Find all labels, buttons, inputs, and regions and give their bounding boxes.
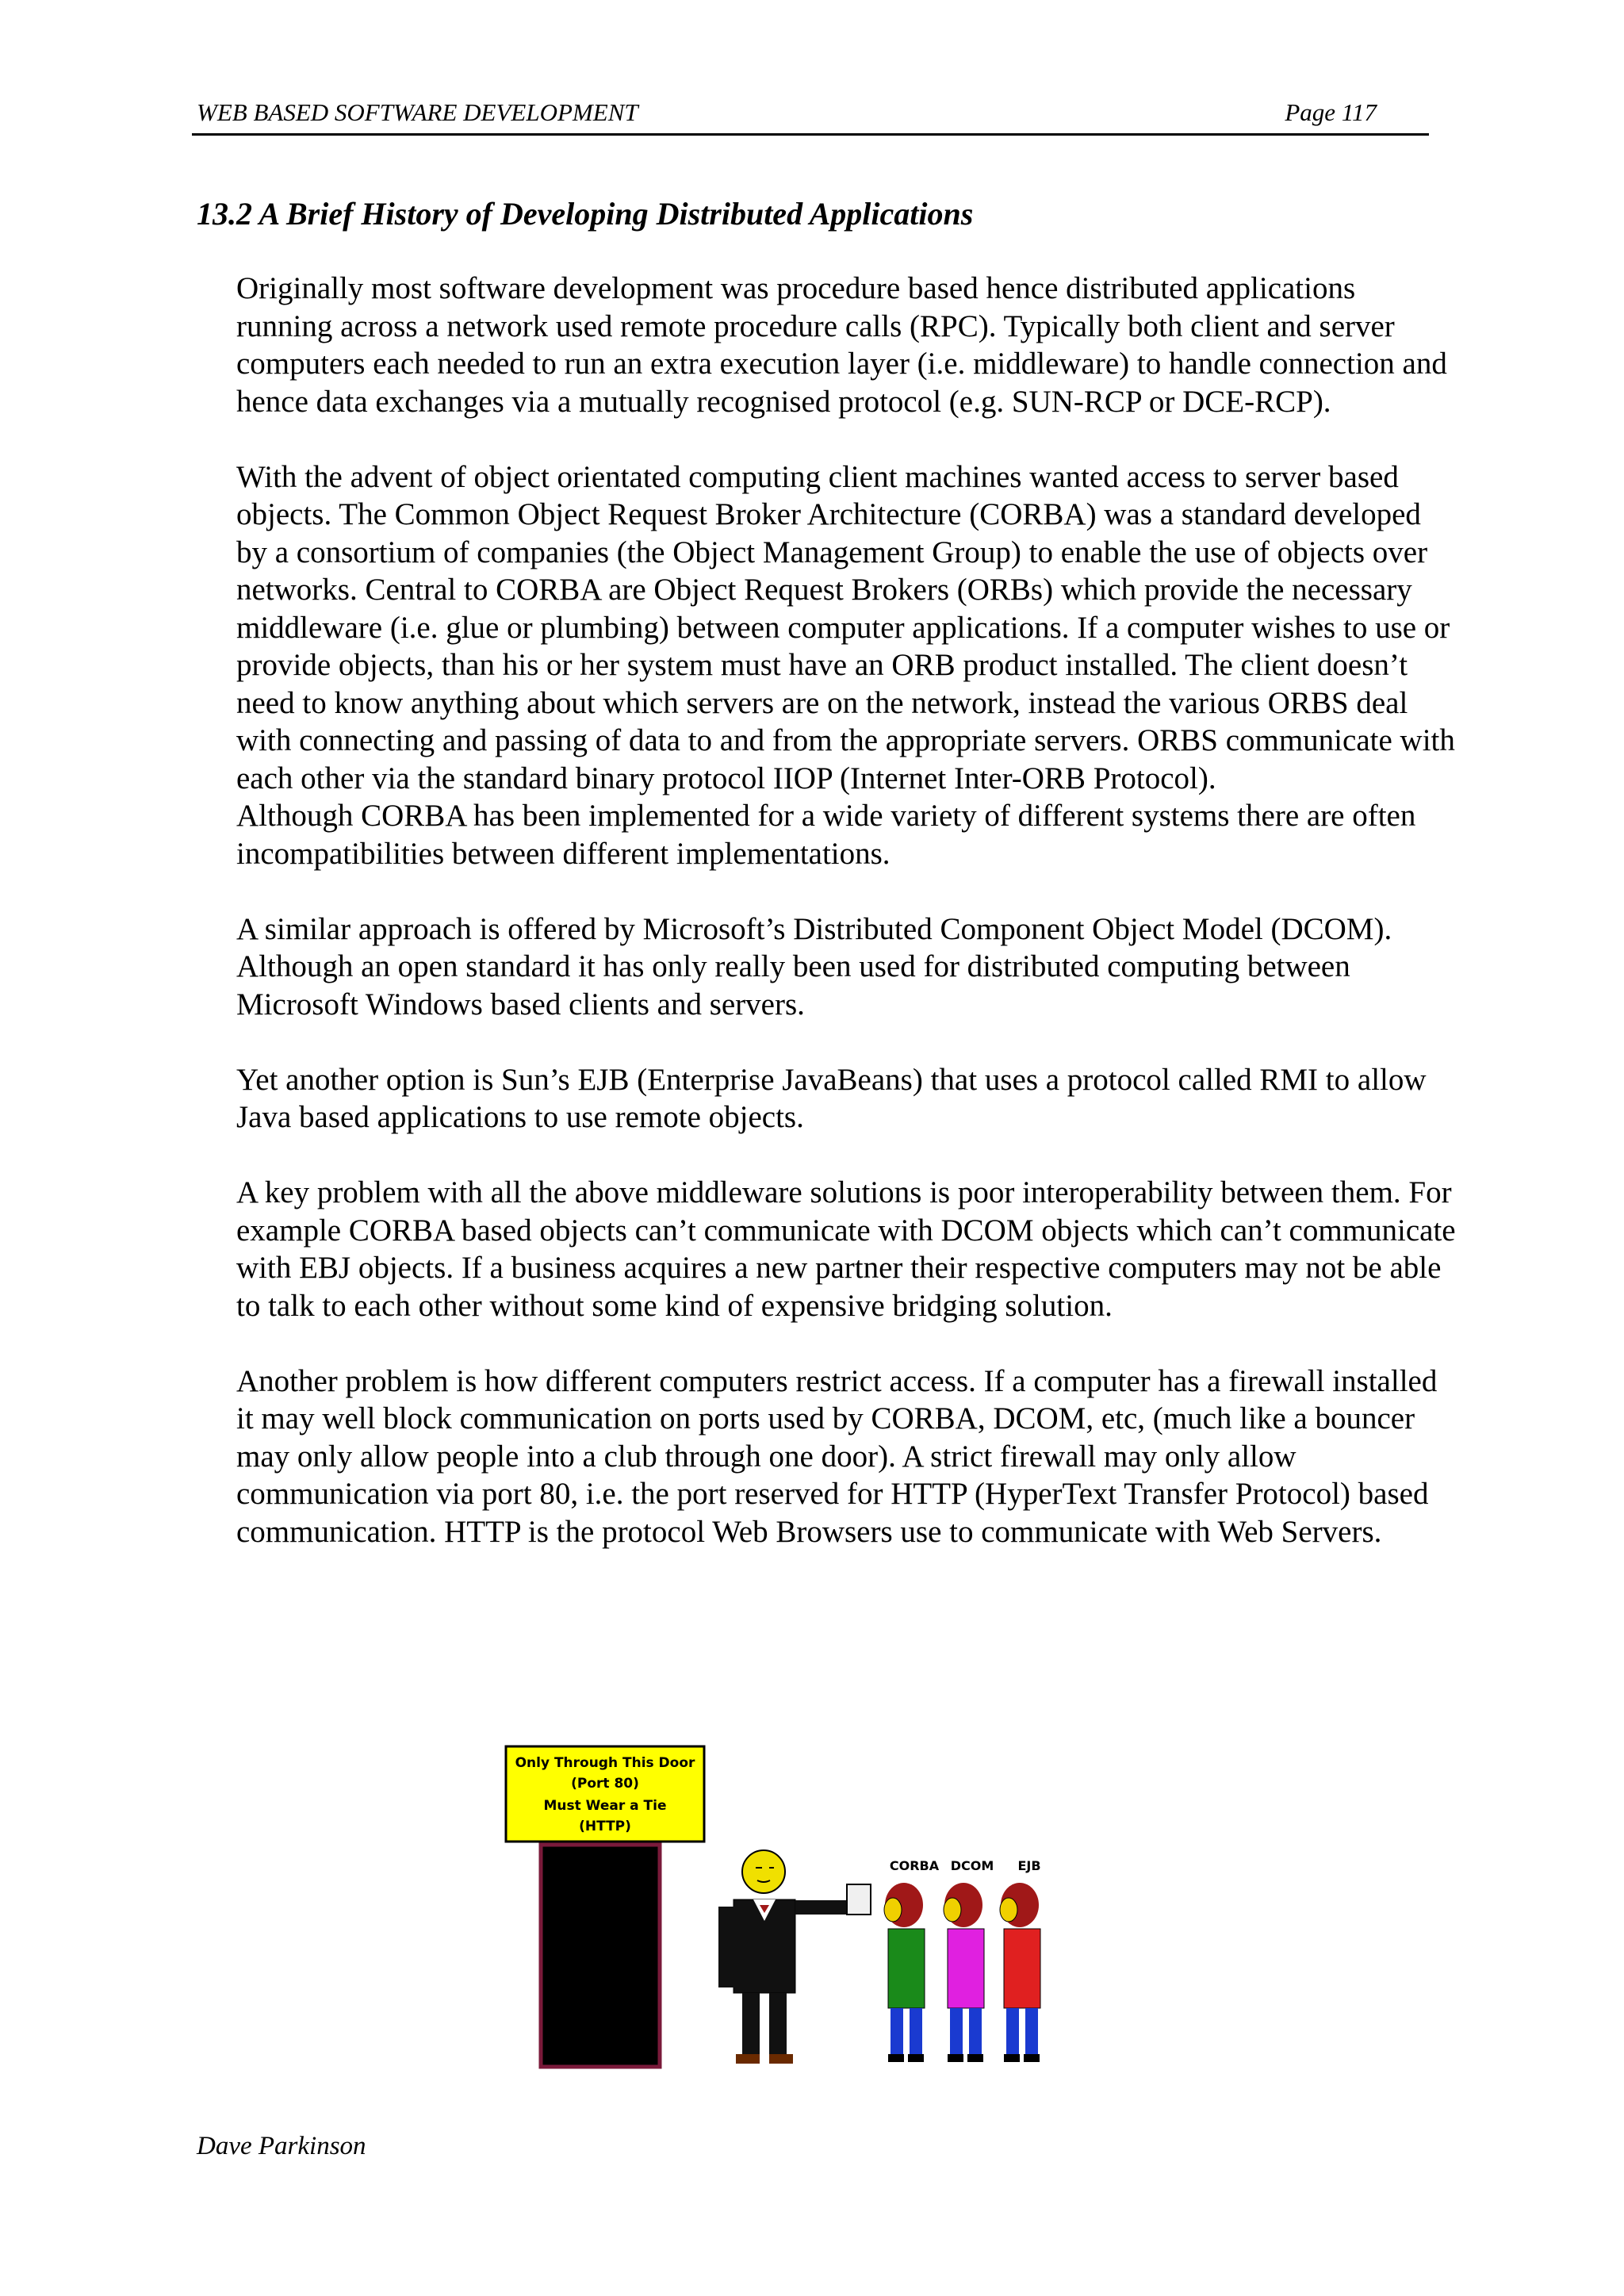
- bouncer-figure: [718, 1850, 871, 2064]
- sign-line: (HTTP): [579, 1819, 631, 1834]
- paragraph: With the advent of object orientated computing client machines wanted access to server based objects. The Common Object Request Broker Architecture (CORBA) was a standard developed by a consortium of companies (the Object Management Group) to enable the use of objects over networks. Central to CORBA are Object Request Brokers (ORBs) which provide the necessary middleware (i.e. glue or plumbing) between computer applications. If a computer wishes to use or provide objects, than his or her system must have an ORB product installed. The client doesn’t need to know anything about which servers are on the network, instead the various ORBS deal with connecting and passing of data to and from the appropriate servers. ORBS communicate with each other via the standard binary protocol IIOP (Internet Inter-ORB Protocol).: [236, 459, 1455, 795]
- paragraph: Although CORBA has been implemented for a wide variety of different systems there are often incompatibilities between different implementations.: [236, 799, 1416, 871]
- section-title: 13.2 A Brief History of Developing Distributed Applications: [197, 196, 974, 232]
- paragraph: Yet another option is Sun’s EJB (Enterprise JavaBeans) that uses a protocol called RMI to allow Java based applications to use remote objects.: [236, 1062, 1427, 1134]
- person-label-corba: CORBA: [889, 1858, 940, 1873]
- paragraph: A key problem with all the above middleware solutions is poor interoperability between them. For example CORBA based objects can’t communicate with DCOM objects which can’t communicate with EBJ objects. If a business acquires a new partner their respective computers may not be able to talk to each other without some kind of expensive bridging solution.: [236, 1175, 1456, 1323]
- person-corba: [884, 1883, 925, 2062]
- sign-line: Only Through This Door: [515, 1755, 695, 1771]
- paragraph: Another problem is how different computers restrict access. If a computer has a firewall installed it may well block communication on ports used by CORBA, DCOM, etc, (much like a bouncer may only allow people into a club through one door). A strict firewall may only allow communication via port 80, i.e. the port reserved for HTTP (HyperText Transfer Protocol) based communication. HTTP is the protocol Web Browsers use to communicate with Web Servers.: [236, 1363, 1438, 1549]
- person-dcom: [944, 1883, 984, 2062]
- page-footer-author: Dave Parkinson: [197, 2132, 366, 2160]
- page-header: [192, 94, 1429, 136]
- person-label-ejb: EJB: [1017, 1858, 1041, 1873]
- sign-line: (Port 80): [571, 1776, 639, 1792]
- illustration-svg: [492, 1737, 1094, 2070]
- door: [541, 1845, 660, 2067]
- body-text: [236, 270, 1457, 1589]
- paragraph: Originally most software development was procedure based hence distributed applications running across a network used remote procedure calls (RPC). Typically both client and server computers each needed to run an extra execution layer (i.e. middleware) to handle connection and hence data exchanges via a mutually recognised protocol (e.g. SUN-RCP or DCE-RCP).: [236, 271, 1447, 419]
- header-title: WEB BASED SOFTWARE DEVELOPMENT: [197, 98, 638, 126]
- bouncer-illustration: [492, 1737, 1094, 2070]
- person-label-dcom: DCOM: [950, 1858, 994, 1873]
- paragraph: A similar approach is offered by Microsoft’s Distributed Component Object Model (DCOM). Although an open standard it has only really been used for distributed computing between Microsoft Windows based clients and servers.: [236, 911, 1392, 1022]
- person-ejb: [1000, 1883, 1040, 2062]
- page-number: Page 117: [1285, 98, 1377, 126]
- sign-line: Must Wear a Tie: [543, 1798, 667, 1814]
